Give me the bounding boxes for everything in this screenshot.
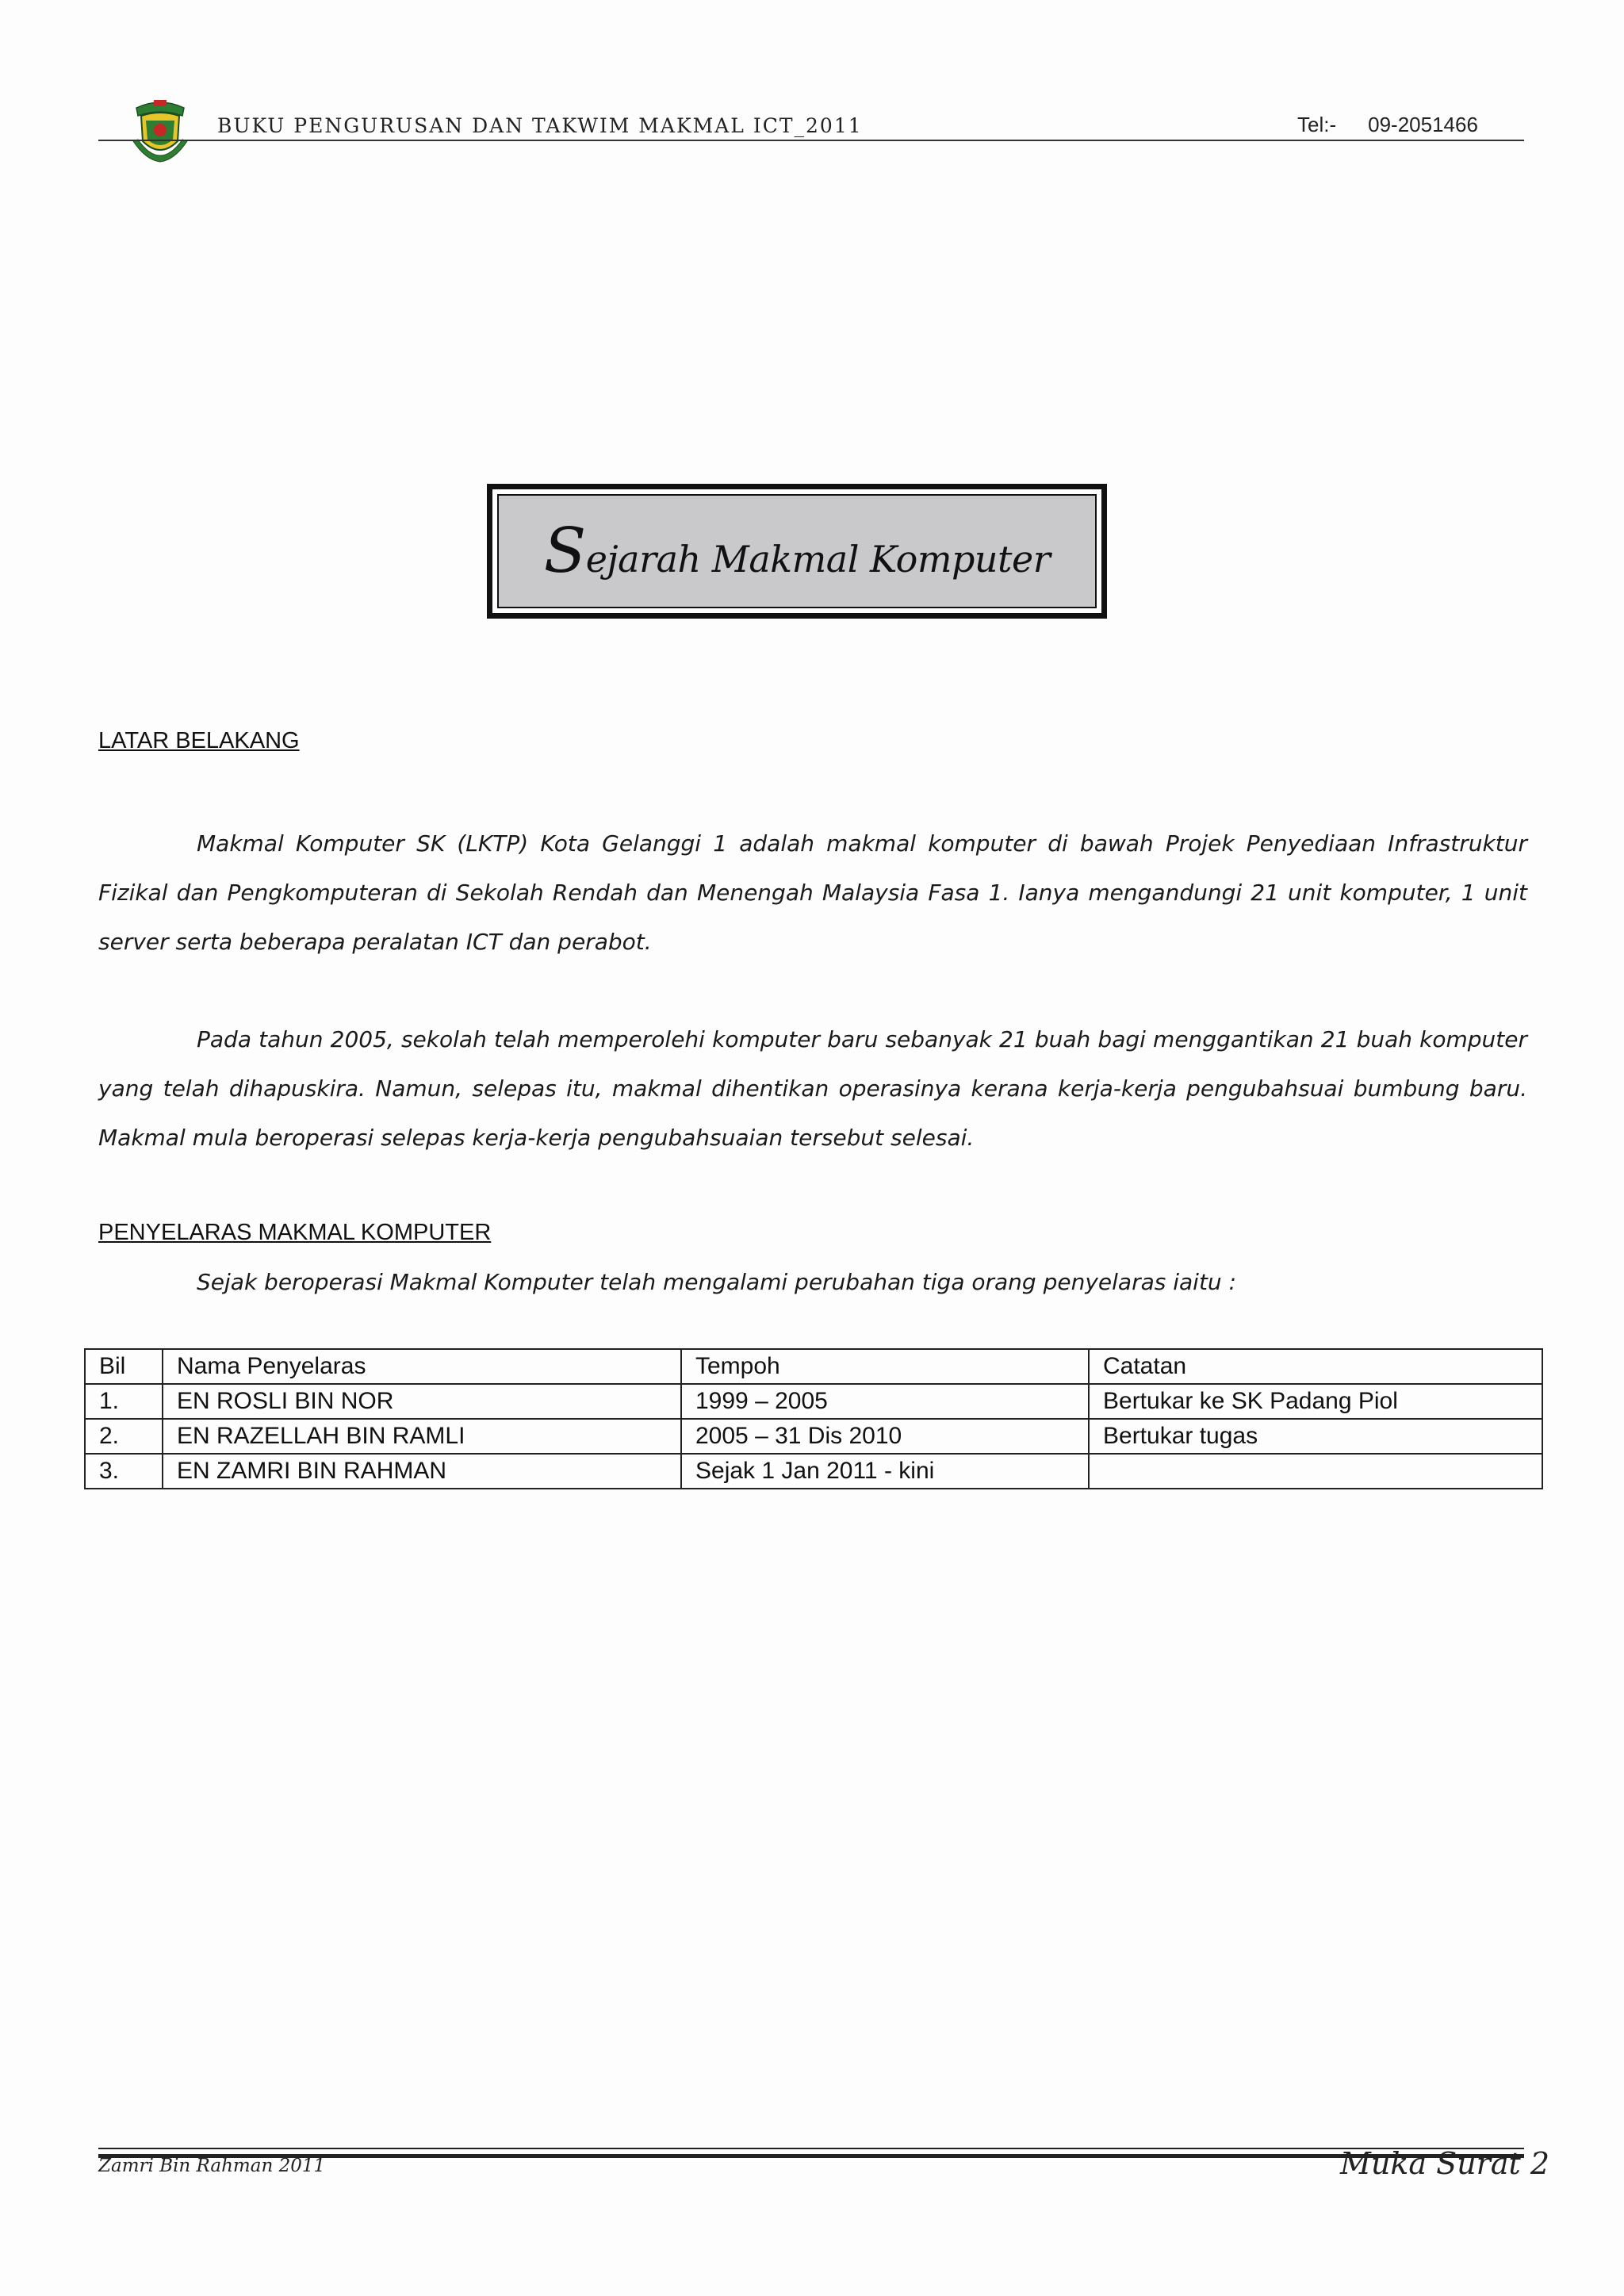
header-divider: [98, 140, 1524, 141]
telephone-label: Tel:-: [1297, 113, 1337, 136]
cell-catatan: Bertukar ke SK Padang Piol: [1089, 1384, 1542, 1419]
telephone: [1297, 113, 1478, 137]
cell-tempoh: Sejak 1 Jan 2011 - kini: [681, 1454, 1089, 1489]
school-crest-icon: [130, 95, 190, 163]
table-header-row: [85, 1349, 1542, 1384]
footer-divider: [98, 2148, 1524, 2149]
cell-bil: 1.: [85, 1384, 163, 1419]
page-number: Muka Surat 2: [1340, 2146, 1549, 2181]
cell-tempoh: 1999 – 2005: [681, 1384, 1089, 1419]
document-title: BUKU PENGURUSAN DAN TAKWIM MAKMAL ICT_2011: [217, 114, 863, 137]
page-title-inner: [497, 494, 1097, 608]
header-tempoh: Tempoh: [681, 1349, 1089, 1384]
page-header: [98, 94, 1524, 143]
cell-nama: EN ZAMRI BIN RAHMAN: [163, 1454, 681, 1489]
table-row: [85, 1419, 1542, 1454]
footer-author: Zamri Bin Rahman 2011: [98, 2156, 326, 2176]
page-title-rest: ejarah Makmal Komputer: [585, 538, 1051, 581]
coordinator-table: [84, 1348, 1543, 1489]
coordinator-intro: Sejak beroperasi Makmal Komputer telah mengalami perubahan tiga orang penyelaras iaitu :: [197, 1269, 1237, 1295]
cell-catatan: [1089, 1454, 1542, 1489]
cell-tempoh: 2005 – 31 Dis 2010: [681, 1419, 1089, 1454]
table-row: [85, 1454, 1542, 1489]
paragraph-background-1: Makmal Komputer SK (LKTP) Kota Gelanggi 1 adalah makmal komputer di bawah Projek Penyediaan Infrastruktur Fizikal dan Pengkomputeran di Sekolah Rendah dan Menengah Malaysia Fasa 1. Ianya mengandungi 21 unit komputer, 1 unit server serta beberapa peralatan ICT dan perabot.: [98, 830, 1527, 955]
telephone-number: 09-2051466: [1368, 113, 1478, 136]
paragraph-background-2: Pada tahun 2005, sekolah telah memperolehi komputer baru sebanyak 21 buah bagi menggantikan 21 buah komputer yang telah dihapuskira. Namun, selepas itu, makmal dihentikan operasinya kerana kerja-kerja pengubahsuai bumbung baru. Makmal mula beroperasi selepas kerja-kerja pengubahsuaian tersebut selesai.: [98, 1026, 1527, 1151]
section-heading-latar-belakang: LATAR BELAKANG: [98, 728, 300, 753]
table-row: [85, 1384, 1542, 1419]
header-catatan: Catatan: [1089, 1349, 1542, 1384]
page-title-initial: S: [543, 516, 586, 587]
cell-nama: EN RAZELLAH BIN RAMLI: [163, 1419, 681, 1454]
cell-catatan: Bertukar tugas: [1089, 1419, 1542, 1454]
cell-nama: EN ROSLI BIN NOR: [163, 1384, 681, 1419]
page-title-box: [487, 484, 1107, 619]
cell-bil: 3.: [85, 1454, 163, 1489]
header-bil: Bil: [85, 1349, 163, 1384]
section-heading-penyelaras: PENYELARAS MAKMAL KOMPUTER: [98, 1220, 492, 1245]
header-nama: Nama Penyelaras: [163, 1349, 681, 1384]
cell-bil: 2.: [85, 1419, 163, 1454]
page-title: [544, 516, 1051, 587]
